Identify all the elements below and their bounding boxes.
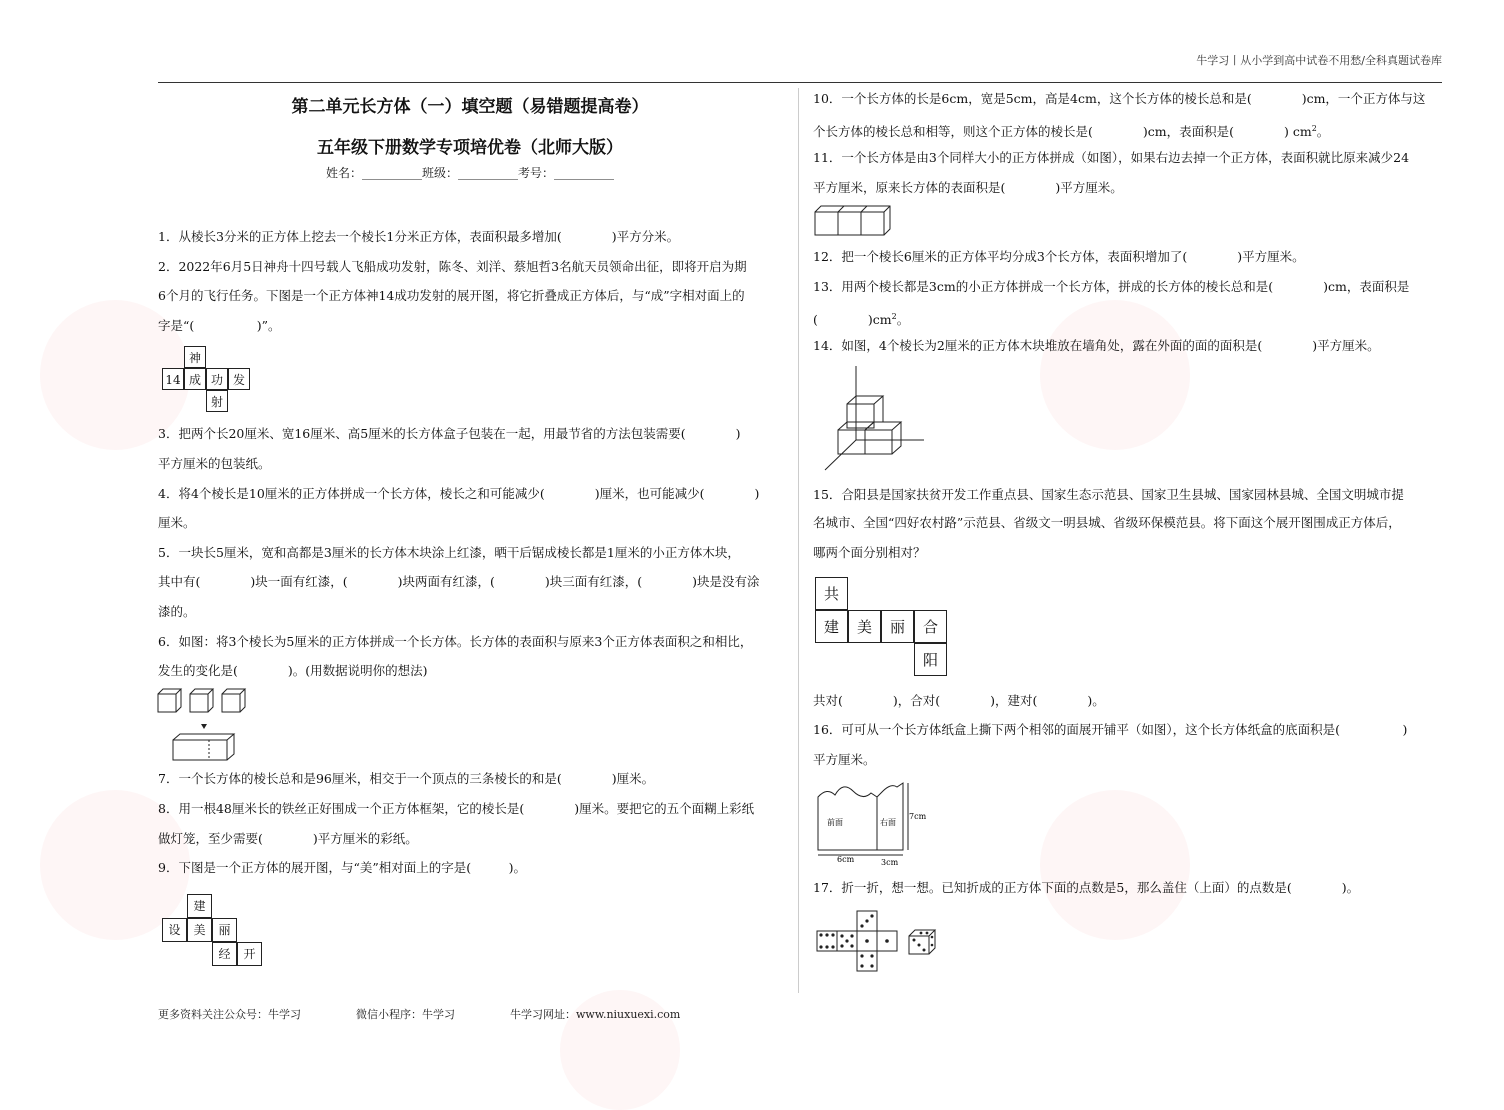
cube-net-q9 bbox=[162, 894, 262, 966]
footer-mini-program: 微信小程序：牛学习 bbox=[356, 1008, 455, 1021]
question-17: 17．折一折，想一想。已知折成的正方体下面的点数是5，那么盖住（上面）的点数是( )。 bbox=[813, 880, 1360, 895]
net-cell: 14 bbox=[162, 368, 184, 390]
student-info-fields: 姓名：__________班级：__________考号：__________ bbox=[325, 166, 614, 180]
question-8-line2: 做灯笼，至少需要( )平方厘米的彩纸。 bbox=[158, 831, 418, 846]
width2-label: 3cm bbox=[881, 858, 899, 867]
question-15-line3: 哪两个面分别相对？ bbox=[813, 545, 926, 560]
net-cell: 经 bbox=[212, 942, 237, 966]
question-16-line1: 16．可可从一个长方体纸盒上撕下两个相邻的面展开铺平（如图），这个长方体纸盒的底面积是( ) bbox=[813, 722, 1408, 737]
net-cell: 开 bbox=[237, 942, 262, 966]
column-divider bbox=[798, 88, 799, 993]
question-16-line2: 平方厘米。 bbox=[813, 752, 876, 767]
question-1: 1．从棱长3分米的正方体上挖去一个棱长1分米正方体，表面积最多增加( )平方分米。 bbox=[158, 229, 680, 244]
question-6-line1: 6．如图：将3个棱长为5厘米的正方体拼成一个长方体。长方体的表面积与原来3个正方体表面积之和相比， bbox=[158, 634, 753, 649]
net-cell: 成 bbox=[184, 368, 206, 390]
net-cell: 神 bbox=[184, 346, 206, 368]
question-12: 12．把一个棱长6厘米的正方体平均分成3个长方体，表面积增加了( )平方厘米。 bbox=[813, 249, 1305, 264]
question-15-answer: 共对( )，合对( )，建对( )。 bbox=[813, 693, 1105, 708]
net-cell: 丽 bbox=[881, 610, 914, 643]
header-brand: 牛学习丨从小学到高中试卷不用愁/全科真题试卷库 bbox=[1196, 54, 1442, 67]
page-subtitle: 五年级下册数学专项培优卷（北师大版） bbox=[317, 138, 623, 158]
corner-cubes-figure bbox=[820, 364, 930, 474]
question-11-line2: 平方厘米，原来长方体的表面积是( )平方厘米。 bbox=[813, 180, 1123, 195]
net-cell: 建 bbox=[187, 894, 212, 918]
question-5-line1: 5．一块长5厘米，宽和高都是3厘米的长方体木块涂上红漆，晒干后锯成棱长都是1厘米的小正方体木块， bbox=[158, 545, 740, 560]
question-11-line1: 11．一个长方体是由3个同样大小的正方体拼成（如图），如果右边去掉一个正方体，表面积就比原来减少24 bbox=[813, 150, 1410, 165]
question-4-line1: 4．将4个棱长是10厘米的正方体拼成一个长方体，棱长之和可能减少( )厘米，也可能减少( ) bbox=[158, 486, 760, 501]
cube-combine-figure bbox=[156, 686, 256, 766]
question-13-line1: 13．用两个棱长都是3cm的小正方体拼成一个长方体，拼成的长方体的棱长总和是( )cm，表面积是 bbox=[813, 279, 1410, 294]
footer-website-link[interactable]: 牛学习网址：www.niuxuexi.com bbox=[510, 1008, 681, 1021]
question-10-line1: 10．一个长方体的长是6cm，宽是5cm，高是4cm，这个长方体的棱长总和是( )cm，一个正方体与这 bbox=[813, 91, 1426, 106]
net-cell: 美 bbox=[848, 610, 881, 643]
question-2-line3: 字是“( )”。 bbox=[158, 318, 281, 333]
question-4-line2: 厘米。 bbox=[158, 515, 196, 530]
net-cell: 合 bbox=[914, 610, 947, 643]
net-cell: 功 bbox=[206, 368, 228, 390]
question-2-line1: 2．2022年6月5日神舟十四号载人飞船成功发射，陈冬、刘洋、蔡旭哲3名航天员领命出征，即将开启为期 bbox=[158, 259, 747, 274]
net-cell: 阳 bbox=[914, 643, 947, 676]
net-cell: 设 bbox=[162, 918, 187, 942]
three-cube-figure bbox=[813, 204, 895, 238]
question-14: 14．如图，4个棱长为2厘米的正方体木块堆放在墙角处，露在外面的面的面积是( )平方厘米。 bbox=[813, 338, 1380, 353]
header-divider bbox=[158, 82, 1442, 83]
question-8-line1: 8．用一根48厘米长的铁丝正好围成一个正方体框架，它的棱长是( )厘米。要把它的五个面糊上彩纸 bbox=[158, 801, 755, 816]
question-5-line3: 漆的。 bbox=[158, 604, 196, 619]
question-13-line2: ( )$cm^2$。 bbox=[813, 312, 910, 328]
right-face-label: 右面 bbox=[880, 818, 896, 827]
net-cell: 丽 bbox=[212, 918, 237, 942]
net-cell: 美 bbox=[187, 918, 212, 942]
height-label: 7cm bbox=[909, 812, 927, 821]
net-cell: 射 bbox=[206, 390, 228, 412]
question-3-line2: 平方厘米的包装纸。 bbox=[158, 456, 271, 471]
question-15-line1: 15．合阳县是国家扶贫开发工作重点县、国家生态示范县、国家卫生县城、国家园林县城、全国文明城市提 bbox=[813, 487, 1404, 502]
footer-wechat-account: 更多资料关注公众号：牛学习 bbox=[158, 1008, 301, 1021]
net-cell: 建 bbox=[815, 610, 848, 643]
question-15-line2: 名城市、全国“四好农村路”示范县、省级文一明县城、省级环保模范县。将下面这个展开图围成正方体后， bbox=[813, 515, 1401, 530]
question-10-line2: 个长方体的棱长总和相等，则这个正方体的棱长是( )cm，表面积是( ) $cm^2$。 bbox=[813, 124, 1330, 140]
cube-net-q15 bbox=[815, 577, 947, 676]
question-2-line2: 6个月的飞行任务。下图是一个正方体神14成功发射的展开图，将它折叠成正方体后，与“成”字相对面上的 bbox=[158, 288, 745, 303]
net-cell: 发 bbox=[228, 368, 250, 390]
question-7: 7．一个长方体的棱长总和是96厘米，相交于一个顶点的三条棱长的和是( )厘米。 bbox=[158, 771, 655, 786]
watermark-logo bbox=[1040, 790, 1190, 940]
page-title: 第二单元长方体（一）填空题（易错题提高卷） bbox=[291, 97, 649, 117]
net-cell: 共 bbox=[815, 577, 848, 610]
question-3-line1: 3．把两个长20厘米、宽16厘米、高5厘米的长方体盒子包装在一起，用最节省的方法包装需要( ) bbox=[158, 426, 741, 441]
question-5-line2: 其中有( )块一面有红漆，( )块两面有红漆，( )块三面有红漆，( )块是没有涂 bbox=[158, 574, 760, 589]
front-face-label: 前面 bbox=[827, 818, 843, 827]
dice-net-figure bbox=[815, 910, 945, 976]
width1-label: 6cm bbox=[837, 855, 855, 864]
question-6-line2: 发生的变化是( )。(用数据说明你的想法) bbox=[158, 663, 428, 678]
cube-net-q2 bbox=[162, 346, 252, 414]
unfolded-box-figure bbox=[813, 775, 933, 867]
question-9: 9．下图是一个正方体的展开图，与“美”相对面上的字是( )。 bbox=[158, 860, 526, 875]
